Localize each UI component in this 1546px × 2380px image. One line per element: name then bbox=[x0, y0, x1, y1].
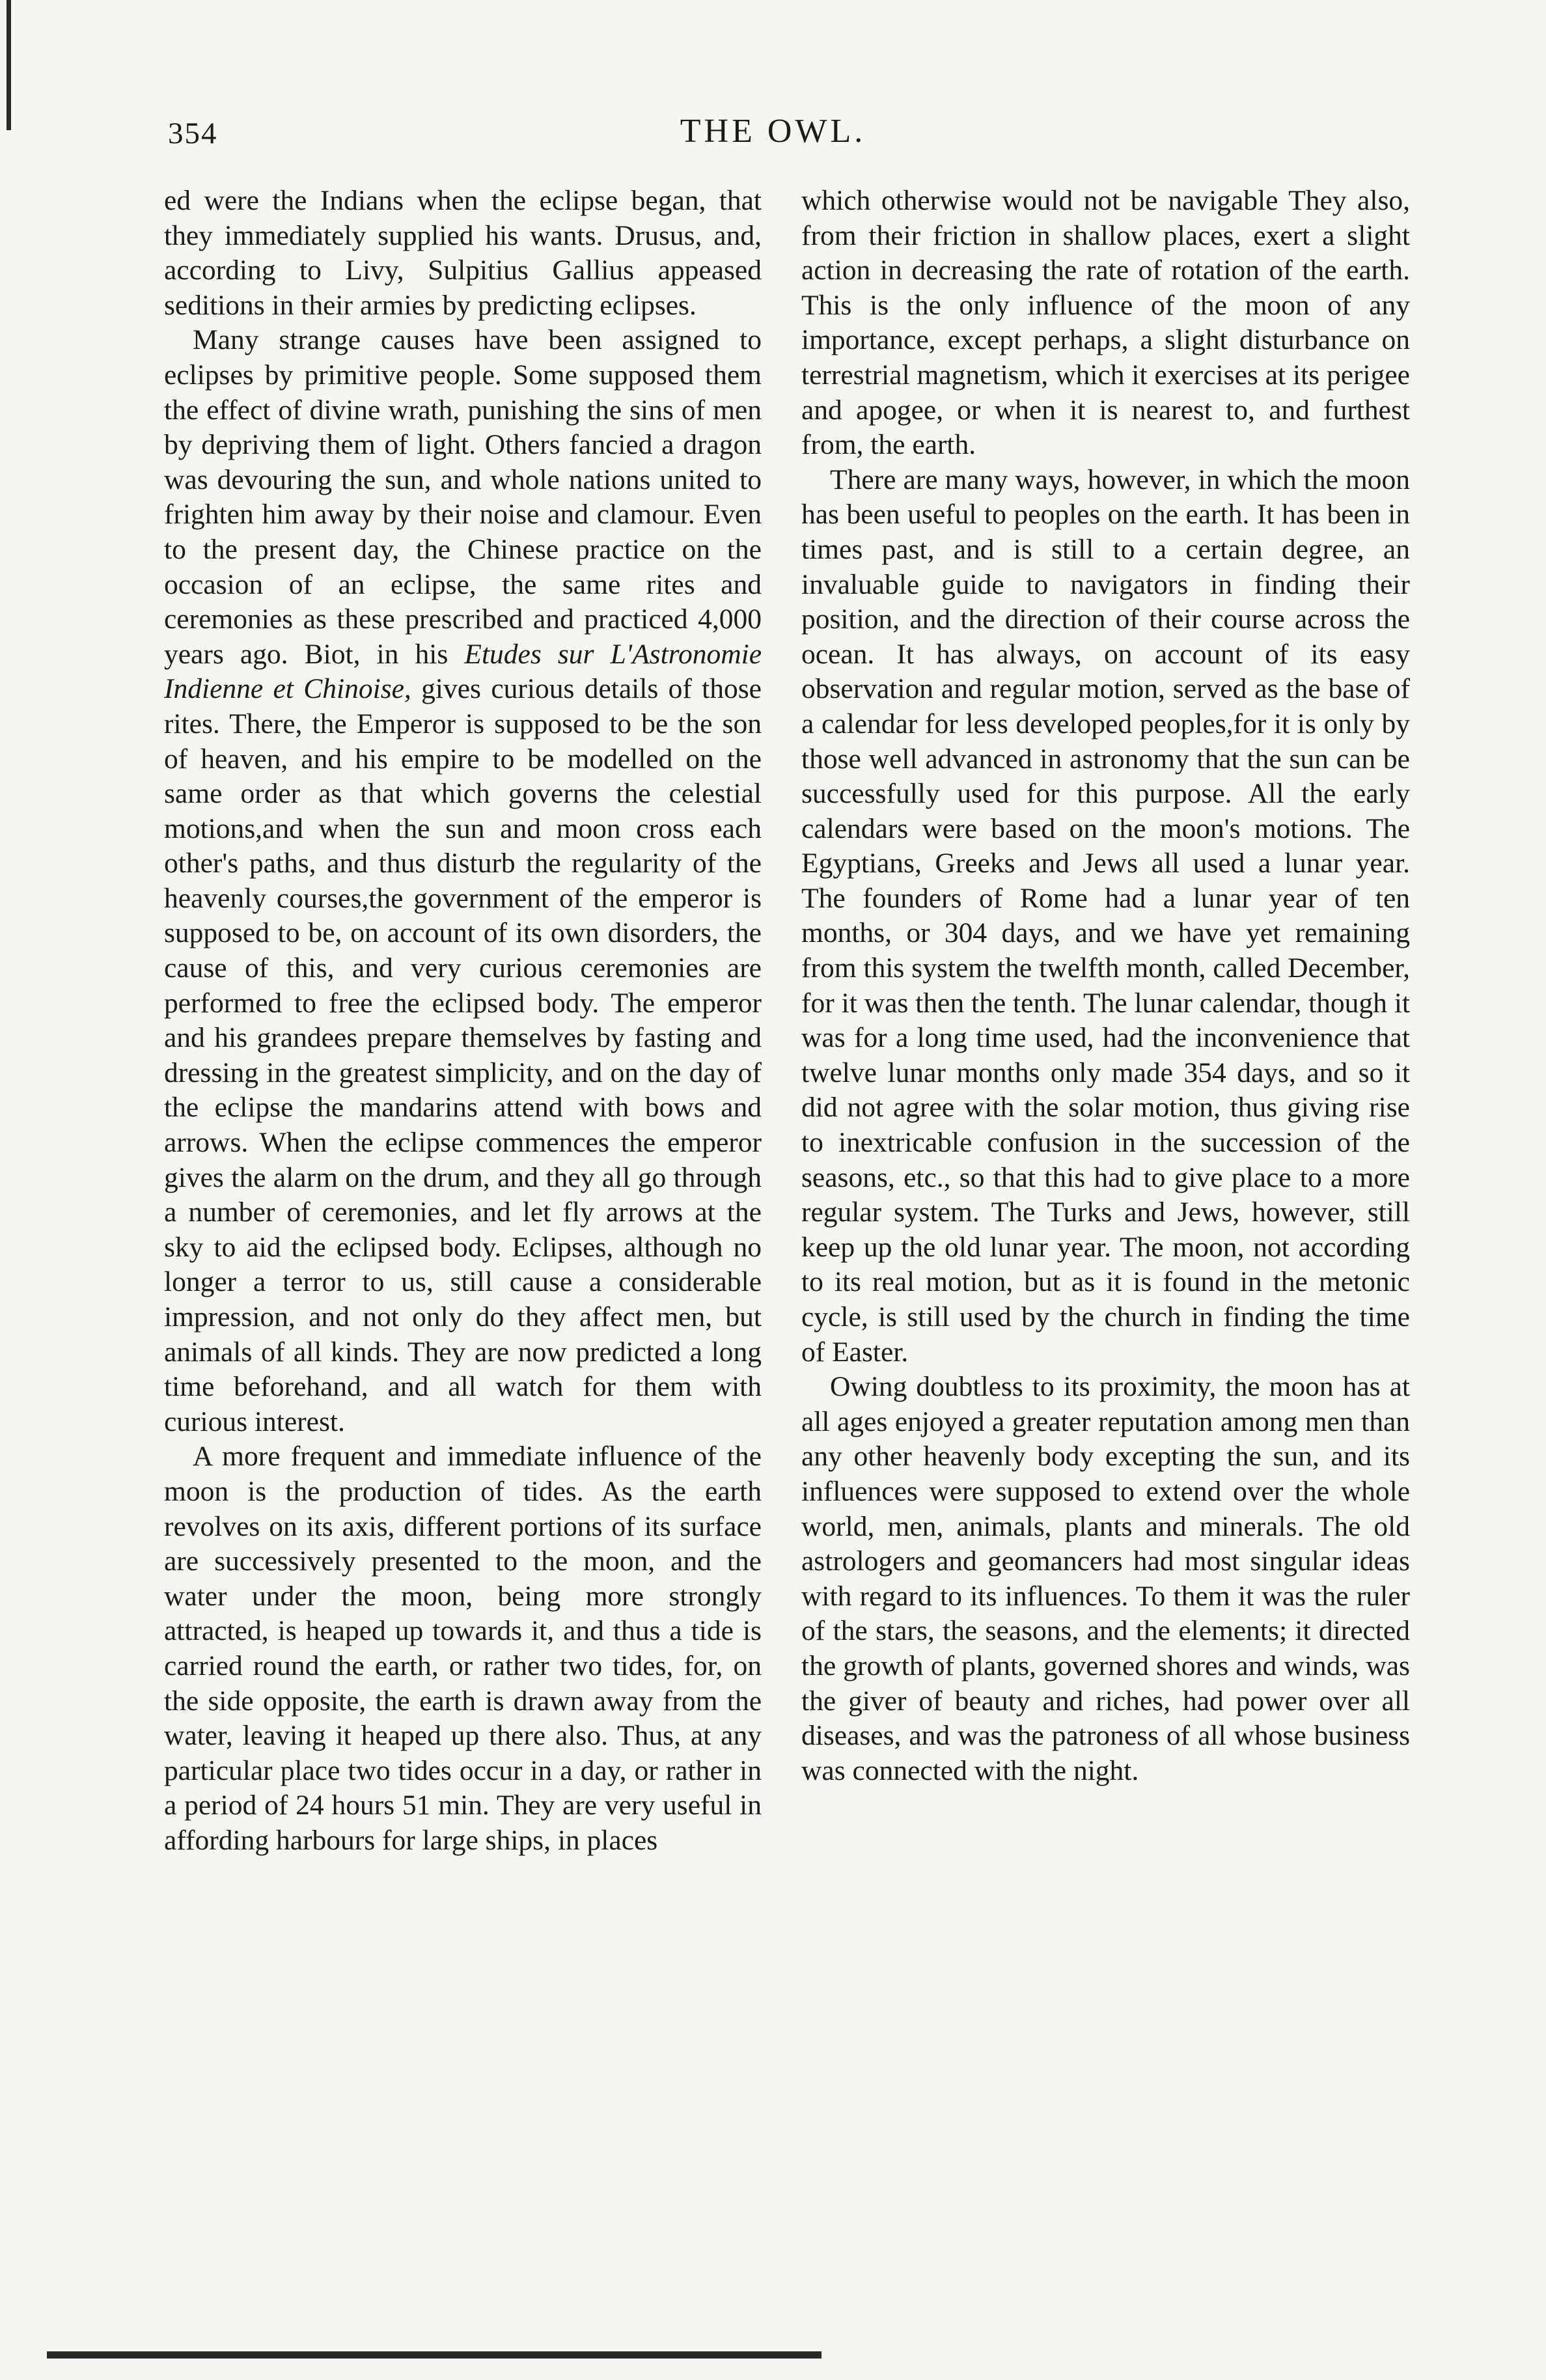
paragraph: There are many ways, however, in which the moon has been useful to peoples on the earth. It has been in times past, and is still to a certain degree, an invaluable guide to navigators in finding their position, and the direction of their course across the ocean. It has always, on account of its easy observation and regular motion, served as the base of a calendar for less developed peoples,for it is only by those well advanced in astronomy that the sun can be successfully used for this purpose. All the early calendars were based on the moon's motions. The Egyptians, Greeks and Jews all used a lunar year. The founders of Rome had a lunar year of ten months, or 304 days, and we have yet remaining from this system the twelfth month, called December, for it was then the tenth. The lunar calendar, though it was for a long time used, had the inconvenience that twelve lunar months only made 354 days, and so it did not agree with the solar motion, thus giving rise to inextricable confusion in the succession of the seasons, etc., so that this had to give place to a more regular system. The Turks and Jews, however, still keep up the old lunar year. The moon, not according to its real motion, but as it is found in the metonic cycle, is still used by the church in finding the time of Easter. bbox=[801, 464, 1410, 1368]
paragraph-text: Many strange causes have been assigned to eclipses by primitive people. Some supposed them the effect of divine wrath, punishing the sins of men by depriving them of light. Others fancied a dragon was devouring the sun, and whole nations united to frighten him away by their noise and clamour. Even to the present day, the Chinese practice on the occasion of an eclipse, the same rites and ceremonies as these prescribed and practiced 4,000 years ago. Biot, in his bbox=[164, 324, 762, 670]
left-column bbox=[164, 184, 762, 1859]
right-column bbox=[801, 184, 1410, 1788]
paragraph bbox=[164, 323, 762, 1439]
running-head: THE OWL. bbox=[680, 113, 866, 150]
page-number: 354 bbox=[168, 117, 218, 150]
paragraph: ed were the Indians when the eclipse began, that they immediately supplied his wants. Drusus, and, according to Livy, Sulpitius Gallius appeased seditions in their armies by predicting eclipses. bbox=[164, 185, 762, 321]
paragraph-text: gives curious details of those rites. There, the Emperor is supposed to be the son of heaven, and his empire to be modelled on the same order as that which governs the celestial motions,and when the sun and moon cross each other's paths, and thus disturb the regularity of the heavenly courses,the government of the emperor is supposed to be, on account of its own disorders, the cause of this, and very curious ceremonies are performed to free the eclipsed body. The emperor and his grandees prepare themselves by fasting and dressing in the greatest simplicity, and on the day of the eclipse the mandarins attend with bows and arrows. When the eclipse commences the emperor gives the alarm on the drum, and they all go through a number of ceremonies, and let fly arrows at the sky to aid the eclipsed body. Eclipses, although no longer a terror to us, still cause a considerable impression, and not only do they affect men, but animals of all kinds. They are now predicted a long time beforehand, and all watch for them with curious interest. bbox=[164, 673, 762, 1437]
paragraph: Owing doubtless to its proximity, the moon has at all ages enjoyed a greater reputation among men than any other heavenly body excepting the sun, and its influences were supposed to extend over the whole world, men, animals, plants and minerals. The old astrologers and geomancers had most singular ideas with regard to its influences. To them it was the ruler of the stars, the seasons, and the elements; it directed the growth of plants, governed shores and winds, was the giver of beauty and riches, had power over all diseases, and was the patroness of all whose business was connected with the night. bbox=[801, 1371, 1410, 1786]
paragraph: A more frequent and immediate influence of the moon is the production of tides. As the earth revolves on its axis, different portions of its surface are successively presented to the moon, and the water under the moon, being more strongly attracted, is heaped up towards it, and thus a tide is carried round the earth, or rather two tides, for, on the side opposite, the earth is drawn away from the water, leaving it heaped up there also. Thus, at any particular place two tides occur in a day, or rather in a period of 24 hours 51 min. They are very useful in affording harbours for large ships, in places bbox=[164, 1441, 762, 1856]
paragraph: which otherwise would not be navigable They also, from their friction in shallow places, exert a slight action in decreasing the rate of rotation of the earth. This is the only influence of the moon of any importance, except perhaps, a slight disturbance on terrestrial magnetism, which it exercises at its perigee and apogee, or when it is nearest to, and furthest from, the earth. bbox=[801, 185, 1410, 461]
book-title: Etudes sur L'Astronomie Indienne et Chinoise, bbox=[164, 638, 762, 705]
scan-edge-left bbox=[7, 0, 11, 130]
scan-edge-bottom bbox=[47, 2351, 821, 2359]
